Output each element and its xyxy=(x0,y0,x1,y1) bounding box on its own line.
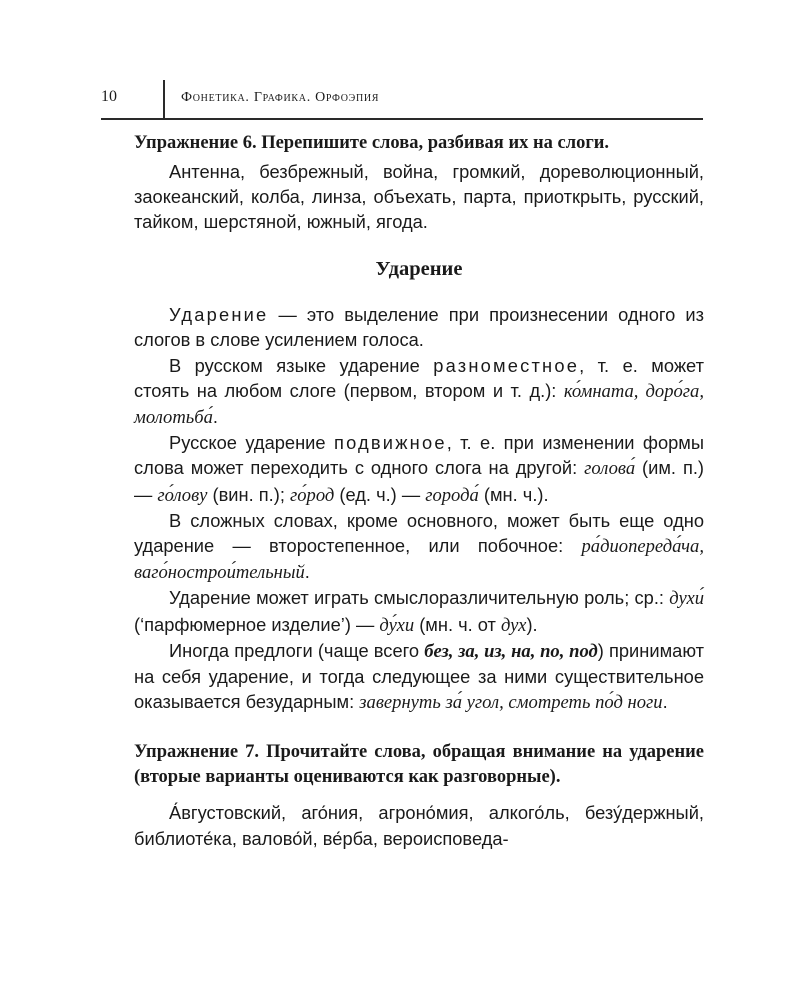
paragraph-text: Иногда предлоги (чаще всего xyxy=(169,639,425,661)
paragraph-text: ). xyxy=(526,613,538,635)
term: подвижное xyxy=(333,432,447,454)
paragraph-text: ) принимают на себя ударение, и тогда следующее за ними существительное оказывается безударным: xyxy=(134,639,704,713)
paragraph-meaning xyxy=(134,585,704,637)
paragraph-mobile-stress xyxy=(134,430,704,508)
example-word: ду́хи xyxy=(379,614,415,636)
header-rule xyxy=(101,118,703,120)
term: разноместное xyxy=(433,354,580,376)
paragraph-text: (мн. ч.). xyxy=(478,483,549,505)
page-body xyxy=(134,131,704,851)
paragraph-text: , т. е. может стоять на любом слоге (первом, втором и т. д.): xyxy=(134,354,704,401)
paragraph-definition xyxy=(134,302,704,352)
paragraph-text: В сложных словах, кроме основного, может быть еще одно ударение — второстепенное, или побочное: xyxy=(134,509,704,556)
exercise-7-title: Упражнение 7. Прочитайте слова, обращая внимание на ударение (вторые варианты оцениваются как разговорные). xyxy=(134,742,704,787)
paragraph-text: . xyxy=(662,691,668,713)
page-number: 10 xyxy=(101,88,117,105)
paragraph-text: (вин. п.); xyxy=(207,483,290,505)
exercise-7-words: А́вгустовский, аго́ния, агроно́мия, алкого́ль, безу́держный, библиоте́ка, валово́й, ве́рба, вероисповеда- xyxy=(134,802,704,849)
paragraph-text: (ед. ч.) — xyxy=(334,483,426,505)
example-word: дух xyxy=(501,614,527,636)
paragraph-text: (мн. ч. от xyxy=(414,613,502,635)
example-word: голова́ xyxy=(584,458,636,480)
running-title: Фонетика. Графика. Орфоэпия xyxy=(181,90,380,105)
paragraph-text: (‘парфюмерное изделие’) — xyxy=(134,613,380,635)
paragraph-text: (им. п.) — xyxy=(134,457,705,505)
exercise-6-words: Антенна, безбрежный, война, громкий, дореволюционный, заокеанский, колба, линза, объехать, парта, приоткрыть, русский, тайком, шерстяной, южный, ягода. xyxy=(134,160,704,232)
prepositions-list: без, за, из, на, по, под xyxy=(424,640,598,662)
example-word: духи́ xyxy=(669,588,704,610)
paragraph-text: Ударение может играть смыслоразличительную роль; ср.: xyxy=(169,587,670,609)
term-stress: Ударение xyxy=(169,304,269,326)
header-divider xyxy=(163,80,165,118)
example-words: ра́диопереда́ча, ваго́нострои́тельный xyxy=(134,535,704,584)
example-phrases: завернуть за́ угол, смотреть по́д ноги xyxy=(359,692,663,714)
paragraph-variable-position xyxy=(134,353,704,431)
example-word: го́лову xyxy=(157,484,208,506)
paragraph-text: . xyxy=(304,561,310,583)
exercise-6-title: Упражнение 6. Перепишите слова, разбивая их на слоги. xyxy=(134,133,610,153)
paragraph-text: Русское ударение xyxy=(169,432,334,454)
paragraph-text: — это выделение при произнесении одного из слогов в слове усилением голоса. xyxy=(134,304,704,351)
paragraph-text: . xyxy=(212,405,218,427)
paragraph-prepositions xyxy=(134,638,704,716)
example-word: го́род xyxy=(290,484,335,506)
example-word: города́ xyxy=(425,484,479,506)
section-title: Ударение xyxy=(375,258,463,281)
paragraph-compound-words xyxy=(134,508,704,586)
paragraph-text: В русском языке ударение xyxy=(169,354,434,376)
paragraph-text: , т. е. при изменении формы слова может переходить с одного слога на другой: xyxy=(134,432,704,479)
example-words: ко́мната, доро́га, молотьба́ xyxy=(134,380,704,428)
